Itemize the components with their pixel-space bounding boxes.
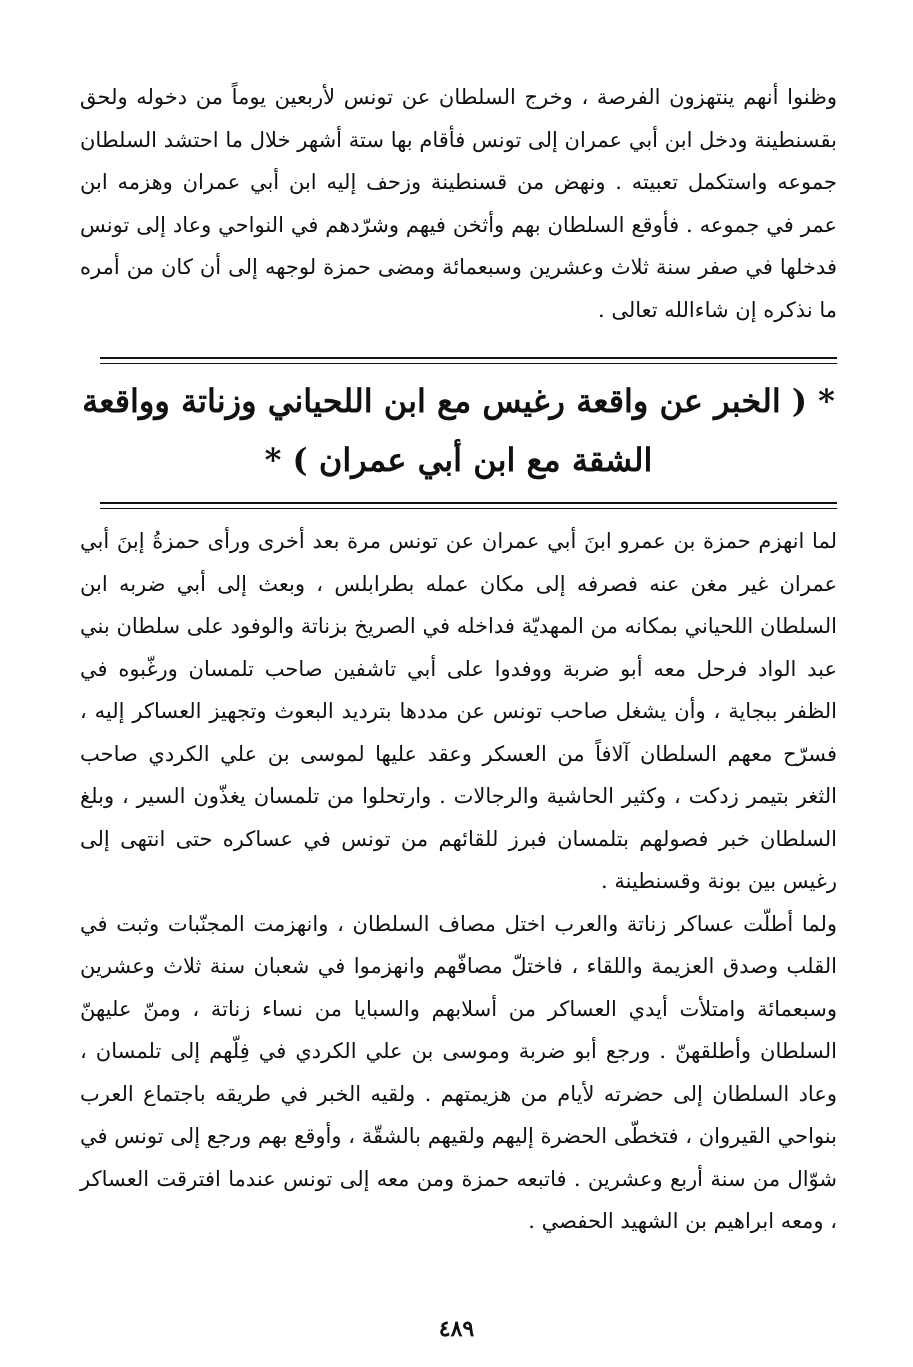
heading-rule-top — [100, 357, 837, 364]
top-paragraph: وظنوا أنهم ينتهزون الفرصة ، وخرج السلطان عن تونس لأربعين يوماً من دخوله ولحق بقسنطينة ودخل ابن أبي عمران إلى تونس فأقام بها ستة أشهر خلال ما احتشد السلطان جموعه واستكمل تعبيته . ونهض من قسنطينة وزحف إليه ابن أبي عمران وهزمه ابن عمر في جموعه . فأوقع السلطان بهم وأثخن فيهم وشرّدهم في النواحي وعاد إلى تونس فدخلها في صفر سنة ثلاث وعشرين وسبعمائة ومضى حمزة لوجهه إلى أن كان من أمره ما نذكره إن شاءالله تعالى . — [80, 85, 837, 322]
body-paragraph-1: لما انهزم حمزة بن عمرو ابنَ أبي عمران عن تونس مرة بعد أخرى ورأى حمزةُ إبنَ أبي عمران غير مغن عنه فصرفه إلى مكان عمله بطرابلس ، وبعث إلى أبي ضربه ابن السلطان اللحياني بمكانه من المهديّة فداخله في الصريخ بزناتة والوفود على سلطان بني عبد الواد فرحل معه أبو ضربة ووفدوا على أبي تاشفين صاحب تلمسان ورغّبوه في الظفر ببجاية ، وأن يشغل صاحب تونس عن مددها بترديد البعوث وتجهيز العساكر إليه ، فسرّح معهم السلطان آلافاً من العسكر وعقد عليها لموسى بن علي الكردي صاحب الثغر بتيمر زدكت ، وكثير الحاشية والرجالات . وارتحلوا من تلمسان يغذّون السير ، وبلغ السلطان خبر فصولهم بتلمسان فبرز للقائهم من تونس في عساكره حتى انتهى إلى رغيس بين بونة وقسنطينة . — [80, 529, 837, 893]
section-heading-line-2: الشقة مع ابن أبي عمران ) * — [264, 441, 653, 479]
section-heading — [80, 372, 837, 490]
heading-rule-bottom — [100, 502, 837, 509]
body-text — [80, 520, 837, 1243]
section-heading-line-1: * ( الخبر عن واقعة رغيس مع ابن اللحياني وزناتة وواقعة — [82, 382, 835, 420]
body-paragraph-2: ولما أطلّت عساكر زناتة والعرب اختل مصاف السلطان ، وانهزمت المجنّبات وثبت في القلب وصدق العزيمة واللقاء ، فاختلّ مصافّهم وانهزموا في شعبان سنة ثلاث وعشرين وسبعمائة وامتلأت أيدي العساكر من أسلابهم والسبايا من نساء زناتة ، ومنّ عليهنّ السلطان وأطلقهنّ . ورجع أبو ضربة وموسى بن علي الكردي في فِلّهم إلى تلمسان ، وعاد السلطان إلى حضرته لأيام من هزيمتهم . ولقيه الخبر في طريقه باجتماع العرب بنواحي القيروان ، فتخطّى الحضرة إليهم ولقيهم بالشقّة ، وأوقع بهم ورجع إلى تونس في شوّال من سنة أربع وعشرين . فاتبعه حمزة ومن معه إلى تونس عندما افترقت العساكر ، ومعه ابراهيم بن الشهيد الحفصي . — [80, 911, 837, 1233]
page-number: ٤٨٩ — [438, 1316, 475, 1342]
